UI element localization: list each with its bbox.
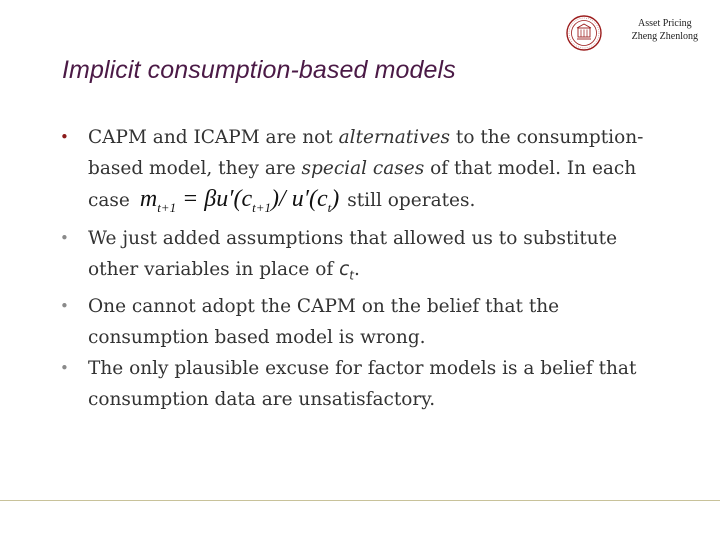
bullet-text: CAPM and ICAPM are not [88, 127, 339, 148]
bullet-item: • We just added assumptions that allowed us to substitute other variables in place of $c_t$. [58, 223, 658, 292]
emphasis-text: alternatives [338, 127, 450, 148]
bullet-dot-icon: • [60, 228, 69, 247]
header-author: Zheng Zhenlong [631, 31, 698, 42]
bullet-text: One cannot adopt the CAPM on the belief that the consumption based model is wrong. [88, 296, 560, 349]
header-meta [632, 17, 698, 43]
sdf-formula: $m_{t+1} = \beta u'(c_{t+1})/$ $u'(c_t)$ [139, 186, 340, 215]
header-course: Asset Pricing [638, 18, 692, 29]
slide-title: Implicit consumption-based models [62, 56, 456, 84]
bullet-text: still operates. [347, 190, 476, 211]
bullet-dot-icon: • [60, 297, 69, 316]
bullet-text: to the consumption-based model, they are [88, 127, 644, 179]
bullet-list [58, 122, 658, 415]
university-seal-icon [566, 15, 602, 51]
bullet-dot-icon: • [60, 359, 69, 378]
bullet-dot-icon: • [60, 128, 69, 146]
bullet-text: The only plausible excuse for factor models is a belief that consumption data are unsatisfactory. [88, 358, 637, 411]
bullet-text: of that model. In each case [88, 158, 637, 211]
bullet-text: We just added assumptions that allowed us to substitute other variables in place of [88, 227, 618, 280]
footer-divider [0, 500, 720, 501]
consumption-variable: $c_t$ [339, 258, 354, 283]
bullet-item [58, 353, 658, 415]
emphasis-text: special cases [301, 158, 425, 179]
bullet-item [58, 291, 658, 353]
bullet-item [58, 122, 658, 223]
